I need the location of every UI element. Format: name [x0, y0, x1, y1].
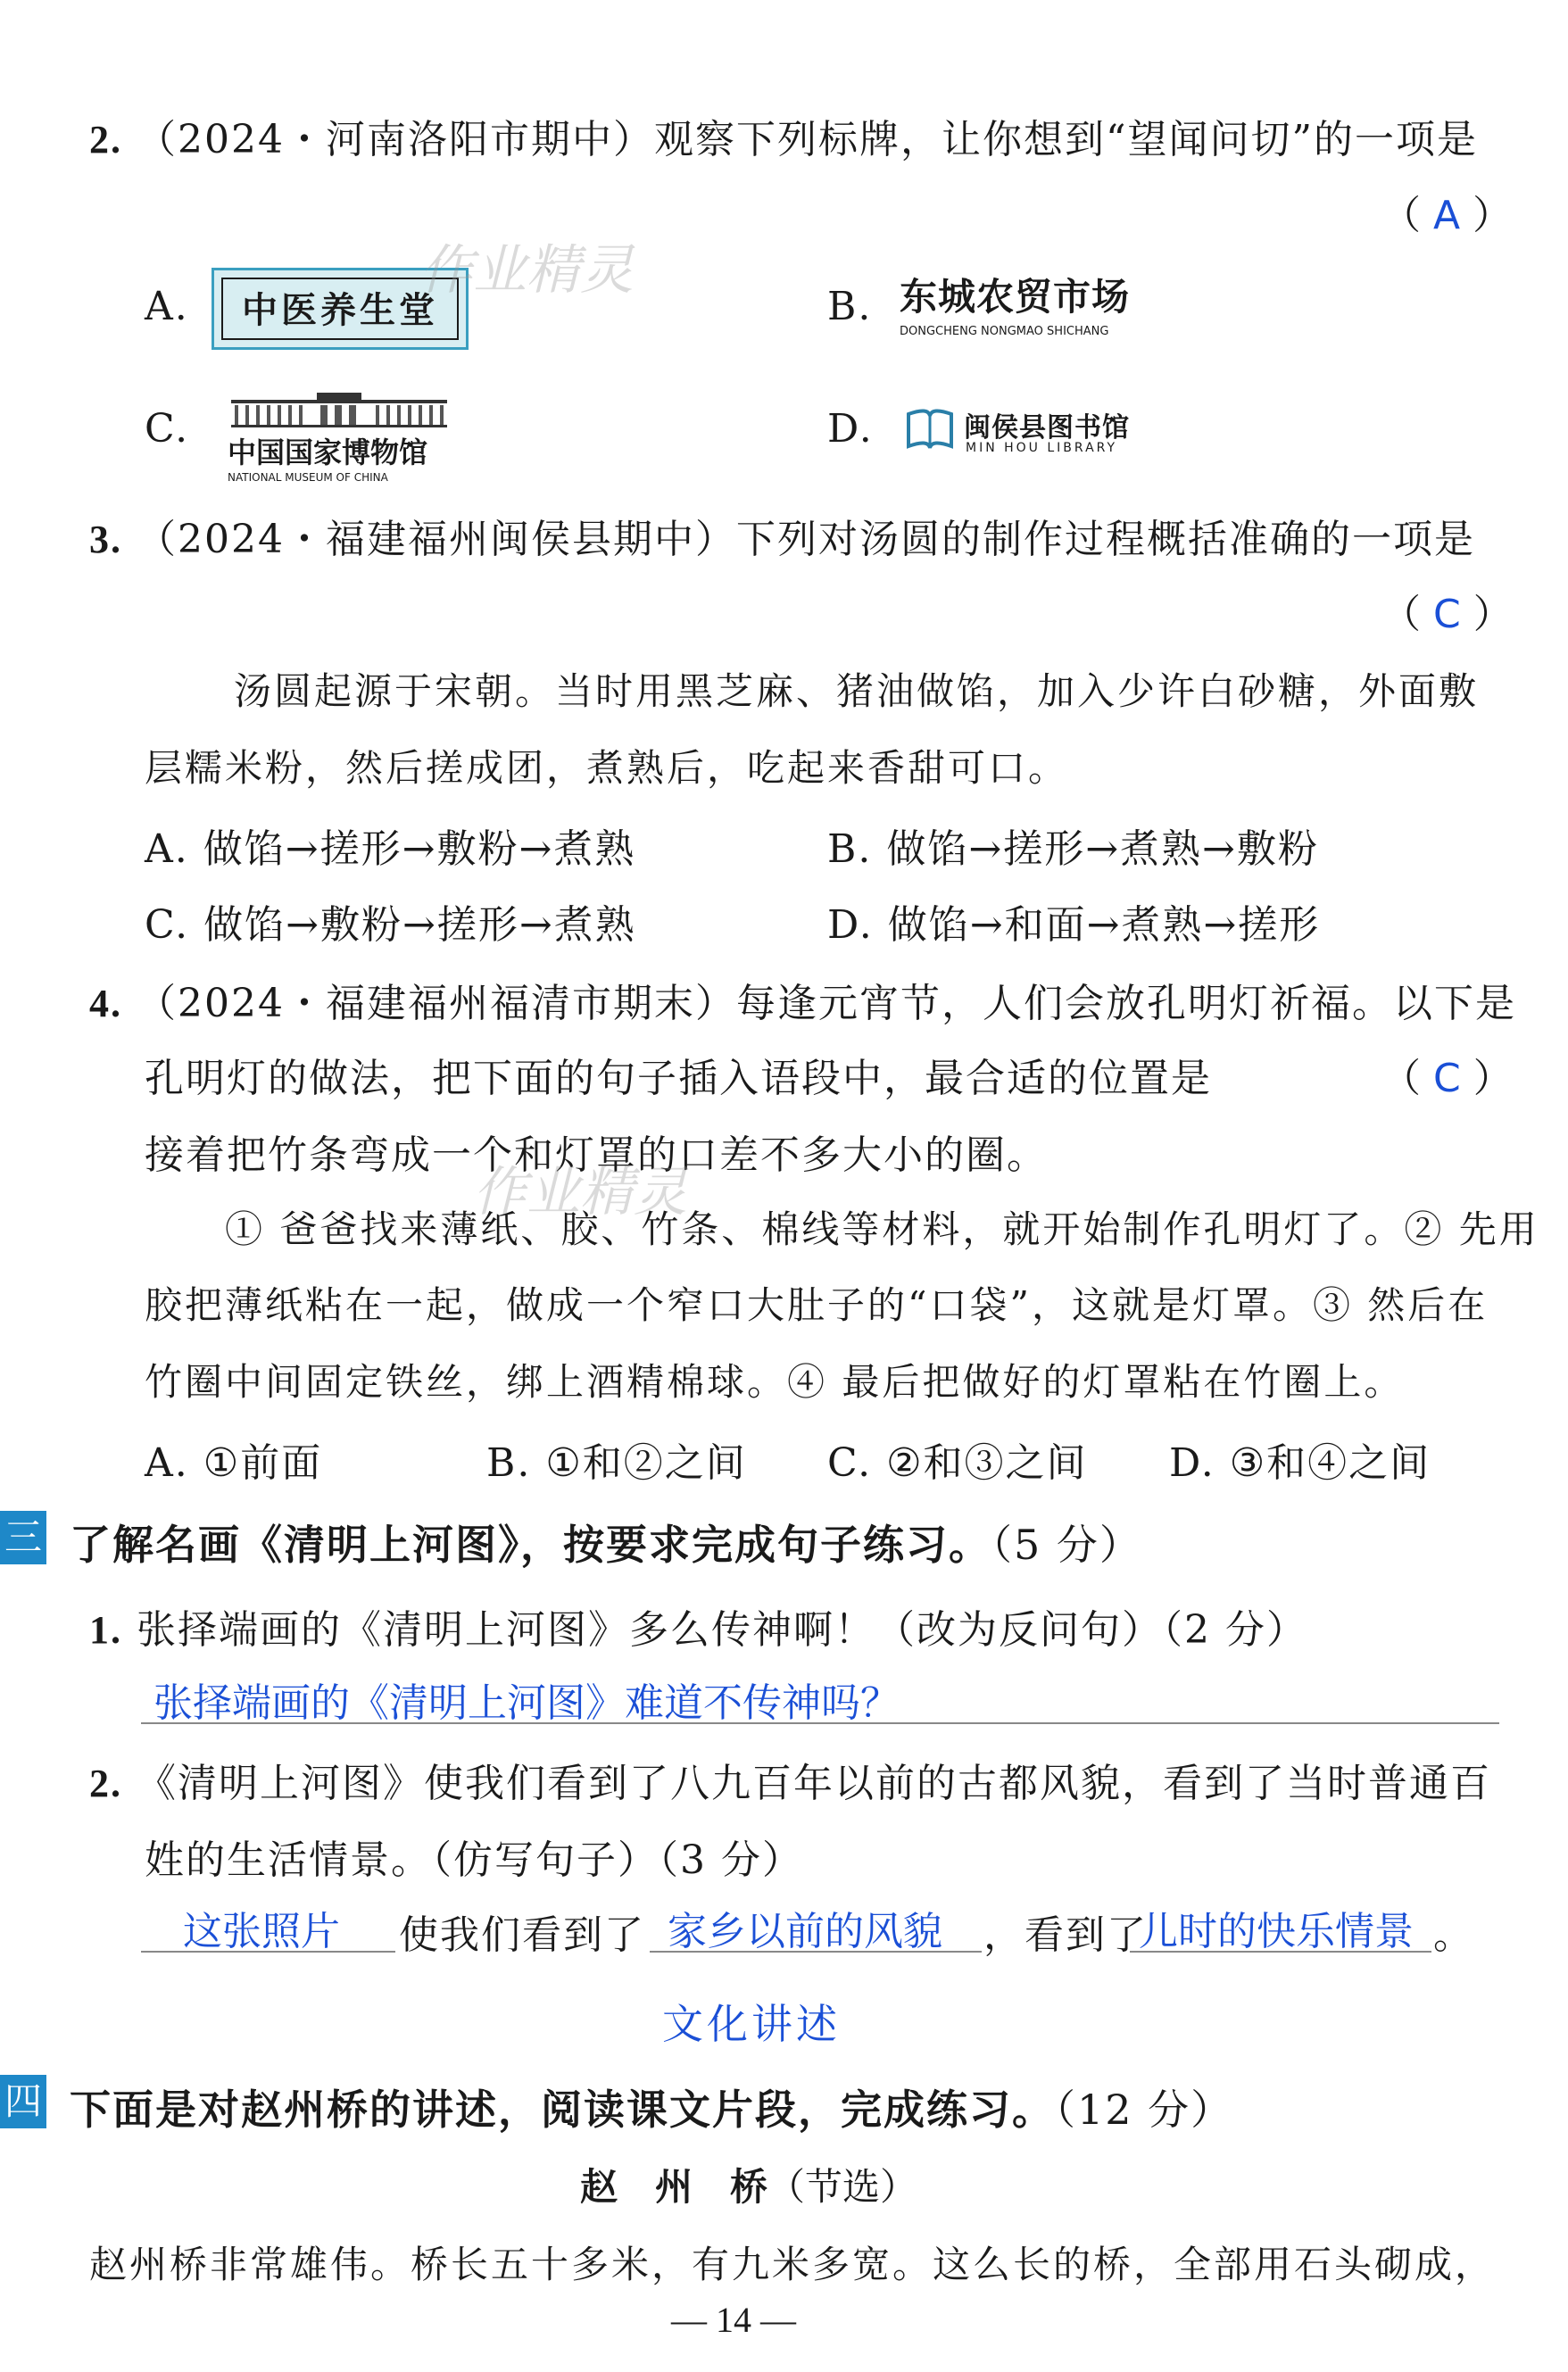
sec3-q2-fill-2: 家乡以前的风貌: [668, 1909, 942, 1954]
section-4-title: 下面是对赵州桥的讲述，阅读课文片段，完成练习。: [70, 2086, 1055, 2134]
q3-passage-line-1: 汤圆起源于宋朝。当时用黑芝麻、猪油做馅，加入少许白砂糖，外面敷: [234, 669, 1480, 713]
q4-passage-line-2: 胶把薄纸粘在一起，做成一个窄口大肚子的“口袋”，这就是灯罩。③ 然后在: [145, 1283, 1489, 1327]
q3-stem-row: [89, 507, 1475, 564]
sec3-q1-number: 1.: [89, 1608, 122, 1652]
sign-market: [900, 268, 1158, 348]
q4-insert-sentence: 接着把竹条弯成一个和灯罩的口差不多大小的圈。: [145, 1132, 1048, 1178]
q2-option-d-letter: D.: [827, 406, 874, 452]
sign-d-sub: MIN HOU LIBRARY: [966, 441, 1118, 455]
passage-title-row: [580, 2158, 917, 2211]
q4-option-c: C. ②和③之间: [827, 1440, 1088, 1486]
q3-stem: （2024・福建福州闽侯县期中）下列对汤圆的制作过程概括准确的一项是: [137, 517, 1475, 562]
museum-building-icon: [228, 391, 451, 428]
sign-c-sub: NATIONAL MUSEUM OF CHINA: [228, 471, 388, 484]
sec3-q2-fill-1-line: [141, 1951, 395, 1953]
sec3-q2-number: 2.: [89, 1762, 122, 1805]
q3-answer-paren: （ C ）: [1381, 592, 1513, 637]
sec3-q2-fill-2-line: [650, 1951, 982, 1953]
passage-title-note: （节选）: [767, 2165, 918, 2209]
q2-answer-paren: （ A ）: [1381, 193, 1513, 238]
q2-stem: （2024・河南洛阳市期中）观察下列标牌，让你想到“望闻问切”的一项是: [137, 117, 1478, 162]
sec3-q2-end: 。: [1433, 1912, 1474, 1958]
q3-option-b: B. 做馅→搓形→煮熟→敷粉: [827, 826, 1319, 872]
sec3-q2-row-1: [89, 1751, 1491, 1808]
section-3-title-row: [70, 1513, 1142, 1572]
q4-option-d: D. ③和④之间: [1169, 1440, 1431, 1486]
q4-passage-line-1: ① 爸爸找来薄纸、胶、竹条、棉线等材料，就开始制作孔明灯了。② 先用: [225, 1207, 1539, 1251]
q2-stem-row: [89, 107, 1478, 164]
sign-library: [903, 400, 1162, 462]
q4-passage-line-3: 竹圈中间固定铁丝，绑上酒精棉球。④ 最后把做好的灯罩粘在竹圈上。: [145, 1360, 1405, 1404]
q3-number: 3.: [89, 518, 122, 561]
section-3-badge: 三: [0, 1511, 46, 1564]
sign-d-text: 闽侯县图书馆: [964, 412, 1130, 444]
q3-option-c: C. 做馅→敷粉→搓形→煮熟: [145, 902, 636, 948]
sec3-q2-text-2: ，看到了: [983, 1912, 1148, 1958]
q4-option-a: A. ①前面: [145, 1440, 323, 1486]
sign-b-sub: DONGCHENG NONGMAO SHICHANG: [900, 325, 1109, 338]
sign-museum: [228, 391, 451, 484]
sec3-q2-fill-1: 这张照片: [183, 1909, 340, 1954]
section-3-title: 了解名画《清明上河图》，按要求完成句子练习。: [70, 1521, 991, 1569]
sec4-passage-line-1: 赵州桥非常雄伟。桥长五十多米，有九米多宽。这么长的桥，全部用石头砌成，: [89, 2243, 1496, 2286]
watermark-1: 作业精灵: [419, 239, 634, 302]
q4-stem-line-1: （2024・福建福州福清市期末）每逢元宵节，人们会放孔明灯祈福。以下是: [137, 981, 1516, 1026]
sign-a-text: 中医养生堂: [221, 278, 459, 340]
sec3-q1-row: [89, 1597, 1307, 1655]
watermark-2: 作业精灵: [473, 1161, 687, 1223]
sec3-q2-fill-3-line: [1130, 1951, 1431, 1953]
sign-c-text: 中国国家博物馆: [228, 435, 428, 469]
sec3-q1-answer: 张择端画的《清明上河图》难道不传神吗？: [153, 1680, 900, 1726]
section-4-badge: 四: [0, 2075, 46, 2128]
q3-answer: C: [1433, 592, 1461, 637]
section-4-title-row: [70, 2078, 1233, 2136]
q3-option-d: D. 做馅→和面→煮熟→搓形: [827, 902, 1321, 948]
sec3-q2-fill-3: 儿时的快乐情景: [1139, 1909, 1414, 1954]
q2-option-c-letter: C.: [145, 406, 190, 452]
sec3-q1-stem: 张择端画的《清明上河图》多么传神啊！（改为反问句）（2 分）: [137, 1607, 1307, 1653]
q2-option-b-letter: B.: [827, 284, 873, 329]
sec3-q2-stem-line-1: 《清明上河图》使我们看到了八九百年以前的古都风貌，看到了当时普通百: [137, 1761, 1491, 1806]
q4-answer: C: [1433, 1056, 1461, 1101]
q4-option-b: B. ①和②之间: [486, 1440, 747, 1486]
passage-title: 赵 州 桥: [580, 2165, 768, 2209]
q4-answer-paren: （ C ）: [1381, 1056, 1513, 1101]
section-3-score: （5 分）: [991, 1521, 1142, 1569]
sign-b-text: 东城农贸市场: [900, 275, 1131, 319]
culture-heading: 文化讲述: [662, 2000, 841, 2048]
q3-option-a: A. 做馅→搓形→敷粉→煮熟: [145, 826, 636, 872]
book-logo-icon: [903, 403, 957, 453]
sec3-q1-answer-line: [141, 1722, 1499, 1724]
q4-number: 4.: [89, 982, 122, 1025]
q2-answer: A: [1433, 193, 1461, 238]
section-4-score: （12 分）: [1055, 2086, 1234, 2134]
sec3-q2-stem-line-2: 姓的生活情景。（仿写句子）（3 分）: [145, 1837, 803, 1883]
q2-option-a-letter: A.: [145, 284, 189, 329]
page-number: — 14 —: [671, 2300, 796, 2340]
q4-stem-row-1: [89, 971, 1516, 1028]
q2-number: 2.: [89, 118, 122, 162]
sec3-q2-text-1: 使我们看到了: [399, 1912, 645, 1958]
q4-stem-line-2: 孔明灯的做法，把下面的句子插入语段中，最合适的位置是: [145, 1056, 1212, 1101]
q3-passage-line-2: 层糯米粉，然后搓成团，煮熟后，吃起来香甜可口。: [145, 746, 1069, 790]
